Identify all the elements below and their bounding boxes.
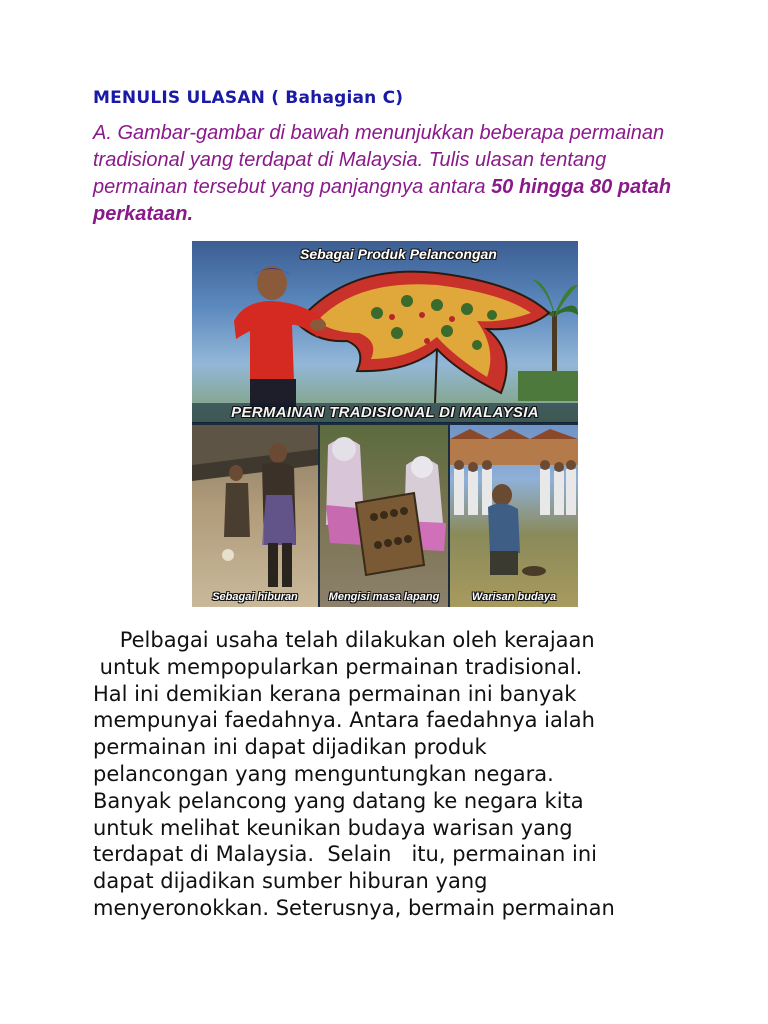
man-holding-kite-illustration (214, 261, 334, 411)
paragraph-line: untuk mempopularkan permainan tradisional. (93, 654, 583, 679)
paragraph-line: dapat dijadikan sumber hiburan yang (93, 869, 488, 894)
paragraph-line: Hal ini demikian kerana permainan ini banyak (93, 681, 577, 706)
paragraph-line: Banyak pelancong yang datang ke negara kita (93, 788, 584, 813)
crowd-watching-game-illustration (450, 425, 578, 607)
section-heading: MENULIS ULASAN ( Bahagian C) (93, 88, 404, 108)
traditional-games-collage (192, 241, 578, 607)
review-paragraph (93, 627, 713, 922)
instruction-text: A. Gambar-gambar di bawah menunjukkan beberapa permainan tradisional yang terdapat di Malaysia. Tulis ulasan tentang permainan tersebut yang panjangnya antara (93, 122, 665, 198)
panel-caption: Sebagai hiburan (212, 591, 298, 603)
instruction-paragraph (93, 120, 693, 228)
leisure-photo (320, 425, 448, 607)
panel-caption: Warisan budaya (471, 591, 557, 603)
kite-photo (192, 241, 578, 422)
instruction-word-count: 50 hingga 80 patah perkataan. (93, 176, 672, 225)
spinning-top-players-illustration (192, 425, 318, 607)
heritage-photo (450, 425, 578, 607)
paragraph-line: pelancongan yang menguntungkan negara. (93, 761, 554, 786)
congkak-players-illustration (320, 425, 448, 607)
tourism-caption: Sebagai Produk Pelancongan (300, 246, 497, 262)
paragraph-line: mempunyai faedahnya. Antara faedahnya ialah (93, 708, 595, 733)
collage-banner: PERMAINAN TRADISIONAL DI MALAYSIA (192, 403, 578, 423)
paragraph-line: menyeronokkan. Seterusnya, bermain permainan (93, 895, 615, 920)
paragraph-line: terdapat di Malaysia. Selain itu, permainan ini (93, 842, 598, 867)
panel-caption: Mengisi masa lapang (328, 591, 440, 603)
paragraph-line: Pelbagai usaha telah dilakukan oleh kerajaan (93, 628, 595, 652)
entertainment-photo (192, 425, 318, 607)
paragraph-line: untuk melihat keunikan budaya warisan yang (93, 815, 573, 840)
paragraph-line: permainan ini dapat dijadikan produk (93, 735, 487, 760)
